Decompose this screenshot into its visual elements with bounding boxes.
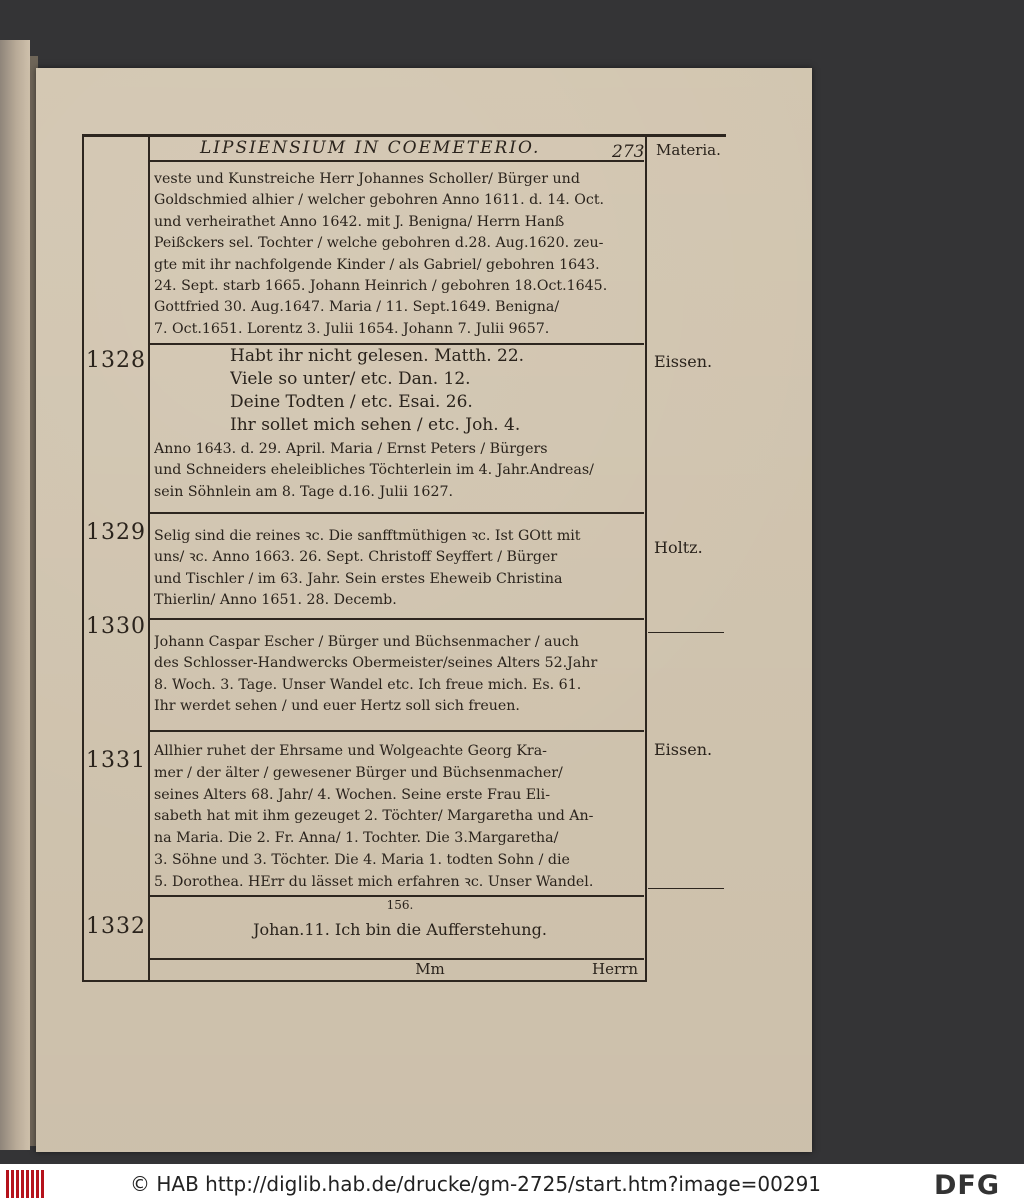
text-line: Gottfried 30. Aug.1647. Maria / 11. Sept.1649. Benigna/ <box>154 299 560 316</box>
footer-rule <box>84 980 646 982</box>
text-line: mer / der älter / gewesener Bürger und Büchsenmacher/ <box>154 764 563 781</box>
top-rule <box>84 134 726 137</box>
margin-separator <box>648 632 724 633</box>
running-title: LIPSIENSIUM IN COEMETERIO. <box>200 138 541 158</box>
entry-text <box>154 526 644 612</box>
verse-line: Habt ihr nicht gelesen. Matth. 22. <box>230 346 525 366</box>
entry-separator <box>150 730 644 732</box>
text-line: Ihr werdet sehen / und euer Hertz soll sich freuen. <box>154 698 520 715</box>
entry-number: 1332 <box>86 914 146 939</box>
text-line: gte mit ihr nachfolgende Kinder / als Gabriel/ gebohren 1643. <box>154 256 600 273</box>
text-line: des Schlosser-Handwercks Obermeister/seines Alters 52.Jahr <box>154 655 598 672</box>
copyright-link[interactable]: © HAB http://diglib.hab.de/drucke/gm-2725/start.htm?image=00291 <box>130 1172 822 1196</box>
bible-reference: Johan.11. Ich bin die Aufferstehung. <box>253 920 547 939</box>
text-line: 5. Dorothea. HErr du lässet mich erfahren ꝛc. Unser Wandel. <box>154 873 594 890</box>
margin-heading: Materia. <box>656 141 721 159</box>
text-line: Selig sind die reines ꝛc. Die sanfftmüthigen ꝛc. Ist GOtt mit <box>154 528 581 544</box>
text-line: Peißckers sel. Tochter / welche gebohren d.28. Aug.1620. zeu- <box>154 235 604 252</box>
text-line: na Maria. Die 2. Fr. Anna/ 1. Tochter. Die 3.Margaretha/ <box>154 830 559 847</box>
text-line: und Schneiders eheleibliches Töchterlein im 4. Jahr.Andreas/ <box>154 462 594 479</box>
text-line: und verheirathet Anno 1642. mit J. Benigna/ Herrn Hanß <box>154 213 565 230</box>
margin-note: Holtz. <box>654 538 703 557</box>
entry-text <box>154 741 644 894</box>
entry-number: 1329 <box>86 520 146 545</box>
header-rule <box>150 160 644 162</box>
entry-text-continued <box>154 169 644 340</box>
entry-separator <box>150 618 644 620</box>
text-line: veste und Kunstreiche Herr Johannes Scholler/ Bürger und <box>154 171 580 187</box>
text-left-border <box>148 134 150 982</box>
text-line: 8. Woch. 3. Tage. Unser Wandel etc. Ich freue mich. Es. 61. <box>154 676 582 693</box>
bible-verses <box>230 345 640 437</box>
entry-text <box>154 632 644 718</box>
text-line: uns/ ꝛc. Anno 1663. 26. Sept. Christoff Seyffert / Bürger <box>154 549 558 566</box>
entry-separator <box>150 512 644 514</box>
verse-line: Deine Todten / etc. Esai. 26. <box>230 392 473 412</box>
entry-number: 1331 <box>86 748 146 773</box>
verse-line: Viele so unter/ etc. Dan. 12. <box>230 369 471 389</box>
facing-page-edge <box>0 40 30 1150</box>
text-line: Johann Caspar Escher / Bürger und Büchsenmacher / auch <box>154 634 579 650</box>
page-annotation: 156. <box>386 898 414 912</box>
text-line: Anno 1643. d. 29. April. Maria / Ernst Peters / Bürgers <box>154 441 548 457</box>
text-line: 24. Sept. starb 1665. Johann Heinrich / gebohren 18.Oct.1645. <box>154 278 608 295</box>
verse-line: Ihr sollet mich sehen / etc. Joh. 4. <box>230 415 521 435</box>
text-right-border <box>645 134 647 982</box>
hab-logo-icon <box>6 1170 46 1198</box>
text-line: und Tischler / im 63. Jahr. Sein erstes Eheweib Christina <box>154 570 563 587</box>
text-line: 7. Oct.1651. Lorentz 3. Julii 1654. Johann 7. Julii 9657. <box>154 320 550 337</box>
entry-number: 1328 <box>86 348 146 373</box>
margin-note: Eissen. <box>654 740 713 759</box>
text-line: 3. Söhne und 3. Töchter. Die 4. Maria 1. todten Sohn / die <box>154 851 570 868</box>
left-border <box>82 134 84 982</box>
page-number: 273 <box>612 142 645 162</box>
entry-number: 1330 <box>86 614 146 639</box>
text-line: Goldschmied alhier / welcher gebohren Anno 1611. d. 14. Oct. <box>154 192 605 209</box>
text-line: sabeth hat mit ihm gezeuget 2. Töchter/ Margaretha und An- <box>154 808 594 825</box>
text-line: sein Söhnlein am 8. Tage d.16. Julii 1627. <box>154 483 454 500</box>
dfg-logo: DFG <box>934 1170 1001 1201</box>
entry-text <box>154 439 644 503</box>
entry-separator <box>150 895 644 897</box>
margin-separator <box>648 888 724 889</box>
text-line: seines Alters 68. Jahr/ 4. Wochen. Seine erste Frau Eli- <box>154 786 550 803</box>
viewer-footer <box>0 1164 1024 1204</box>
text-line: Thierlin/ Anno 1651. 28. Decemb. <box>154 592 397 609</box>
signature-mark: Mm <box>415 960 445 978</box>
margin-note: Eissen. <box>654 352 713 371</box>
catchword: Herrn <box>592 960 638 978</box>
text-line: Allhier ruhet der Ehrsame und Wolgeachte Georg Kra- <box>154 743 547 759</box>
